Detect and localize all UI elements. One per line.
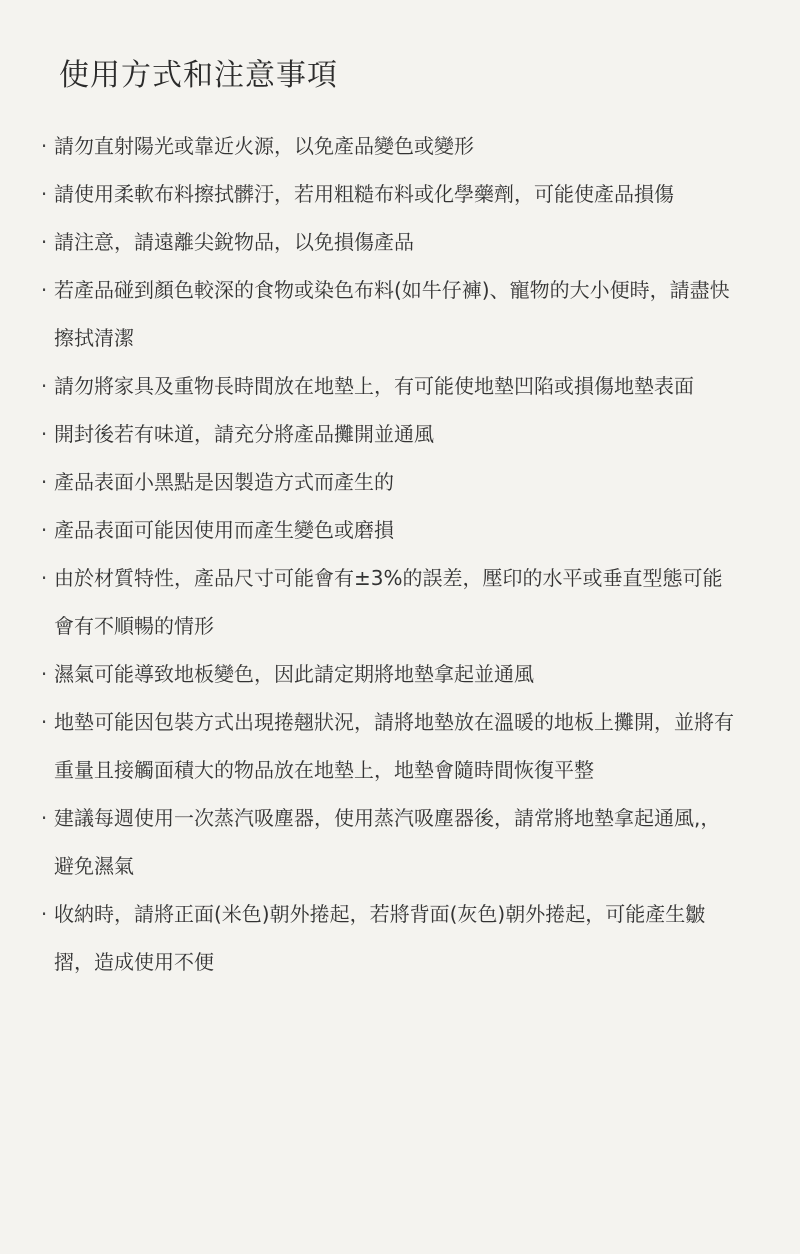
list-item-text: 請使用柔軟布料擦拭髒汙，若用粗糙布料或化學藥劑，可能使產品損傷 <box>54 182 674 206</box>
bullet-icon: · <box>40 566 48 590</box>
list-item-text: 產品表面小黑點是因製造方式而產生的 <box>54 470 394 494</box>
bullet-icon: · <box>40 374 48 398</box>
list-item-text: 地墊可能因包裝方式出現捲翹狀況，請將地墊放在溫暖的地板上攤開，並將有重量且接觸面積大的物品放在地墊上，地墊會隨時間恢復平整 <box>54 710 734 782</box>
list-item <box>36 122 736 170</box>
list-item <box>36 554 736 650</box>
list-item-text: 若產品碰到顏色較深的食物或染色布料(如牛仔褲)、寵物的大小便時，請盡快擦拭清潔 <box>54 278 730 350</box>
list-item <box>36 890 736 986</box>
bullet-icon: · <box>40 806 48 830</box>
bullet-icon: · <box>40 662 48 686</box>
list-item <box>36 458 736 506</box>
list-item-text: 建議每週使用一次蒸汽吸塵器，使用蒸汽吸塵器後，請常將地墊拿起通風,，避免濕氣 <box>54 806 721 878</box>
bullet-icon: · <box>40 470 48 494</box>
list-item <box>36 698 736 794</box>
bullet-icon: · <box>40 518 48 542</box>
bullet-icon: · <box>40 902 48 926</box>
list-item <box>36 410 736 458</box>
list-item-text: 請勿直射陽光或靠近火源，以免產品變色或變形 <box>54 134 474 158</box>
bullet-icon: · <box>40 278 48 302</box>
list-item <box>36 650 736 698</box>
list-item-text: 開封後若有味道，請充分將產品攤開並通風 <box>54 422 434 446</box>
list-item <box>36 266 736 362</box>
bullet-icon: · <box>40 422 48 446</box>
list-item-text: 濕氣可能導致地板變色，因此請定期將地墊拿起並通風 <box>54 662 534 686</box>
list-item <box>36 170 736 218</box>
list-item <box>36 794 736 890</box>
bullet-icon: · <box>40 710 48 734</box>
bullet-icon: · <box>40 182 48 206</box>
bullet-icon: · <box>40 134 48 158</box>
page-title: 使用方式和注意事項 <box>59 58 338 93</box>
list-item-text: 請勿將家具及重物長時間放在地墊上，有可能使地墊凹陷或損傷地墊表面 <box>54 374 694 398</box>
list-item <box>36 506 736 554</box>
list-item <box>36 218 736 266</box>
list-item-text: 請注意，請遠離尖銳物品，以免損傷產品 <box>54 230 414 254</box>
list-item <box>36 362 736 410</box>
bullet-icon: · <box>40 230 48 254</box>
list-item-text: 收納時，請將正面(米色)朝外捲起，若將背面(灰色)朝外捲起，可能產生皺摺，造成使用不便 <box>54 902 706 974</box>
list-item-text: 由於材質特性，產品尺寸可能會有±3%的誤差，壓印的水平或垂直型態可能會有不順暢的情形 <box>54 566 723 638</box>
instruction-list <box>36 122 736 986</box>
list-item-text: 產品表面可能因使用而產生變色或磨損 <box>54 518 394 542</box>
